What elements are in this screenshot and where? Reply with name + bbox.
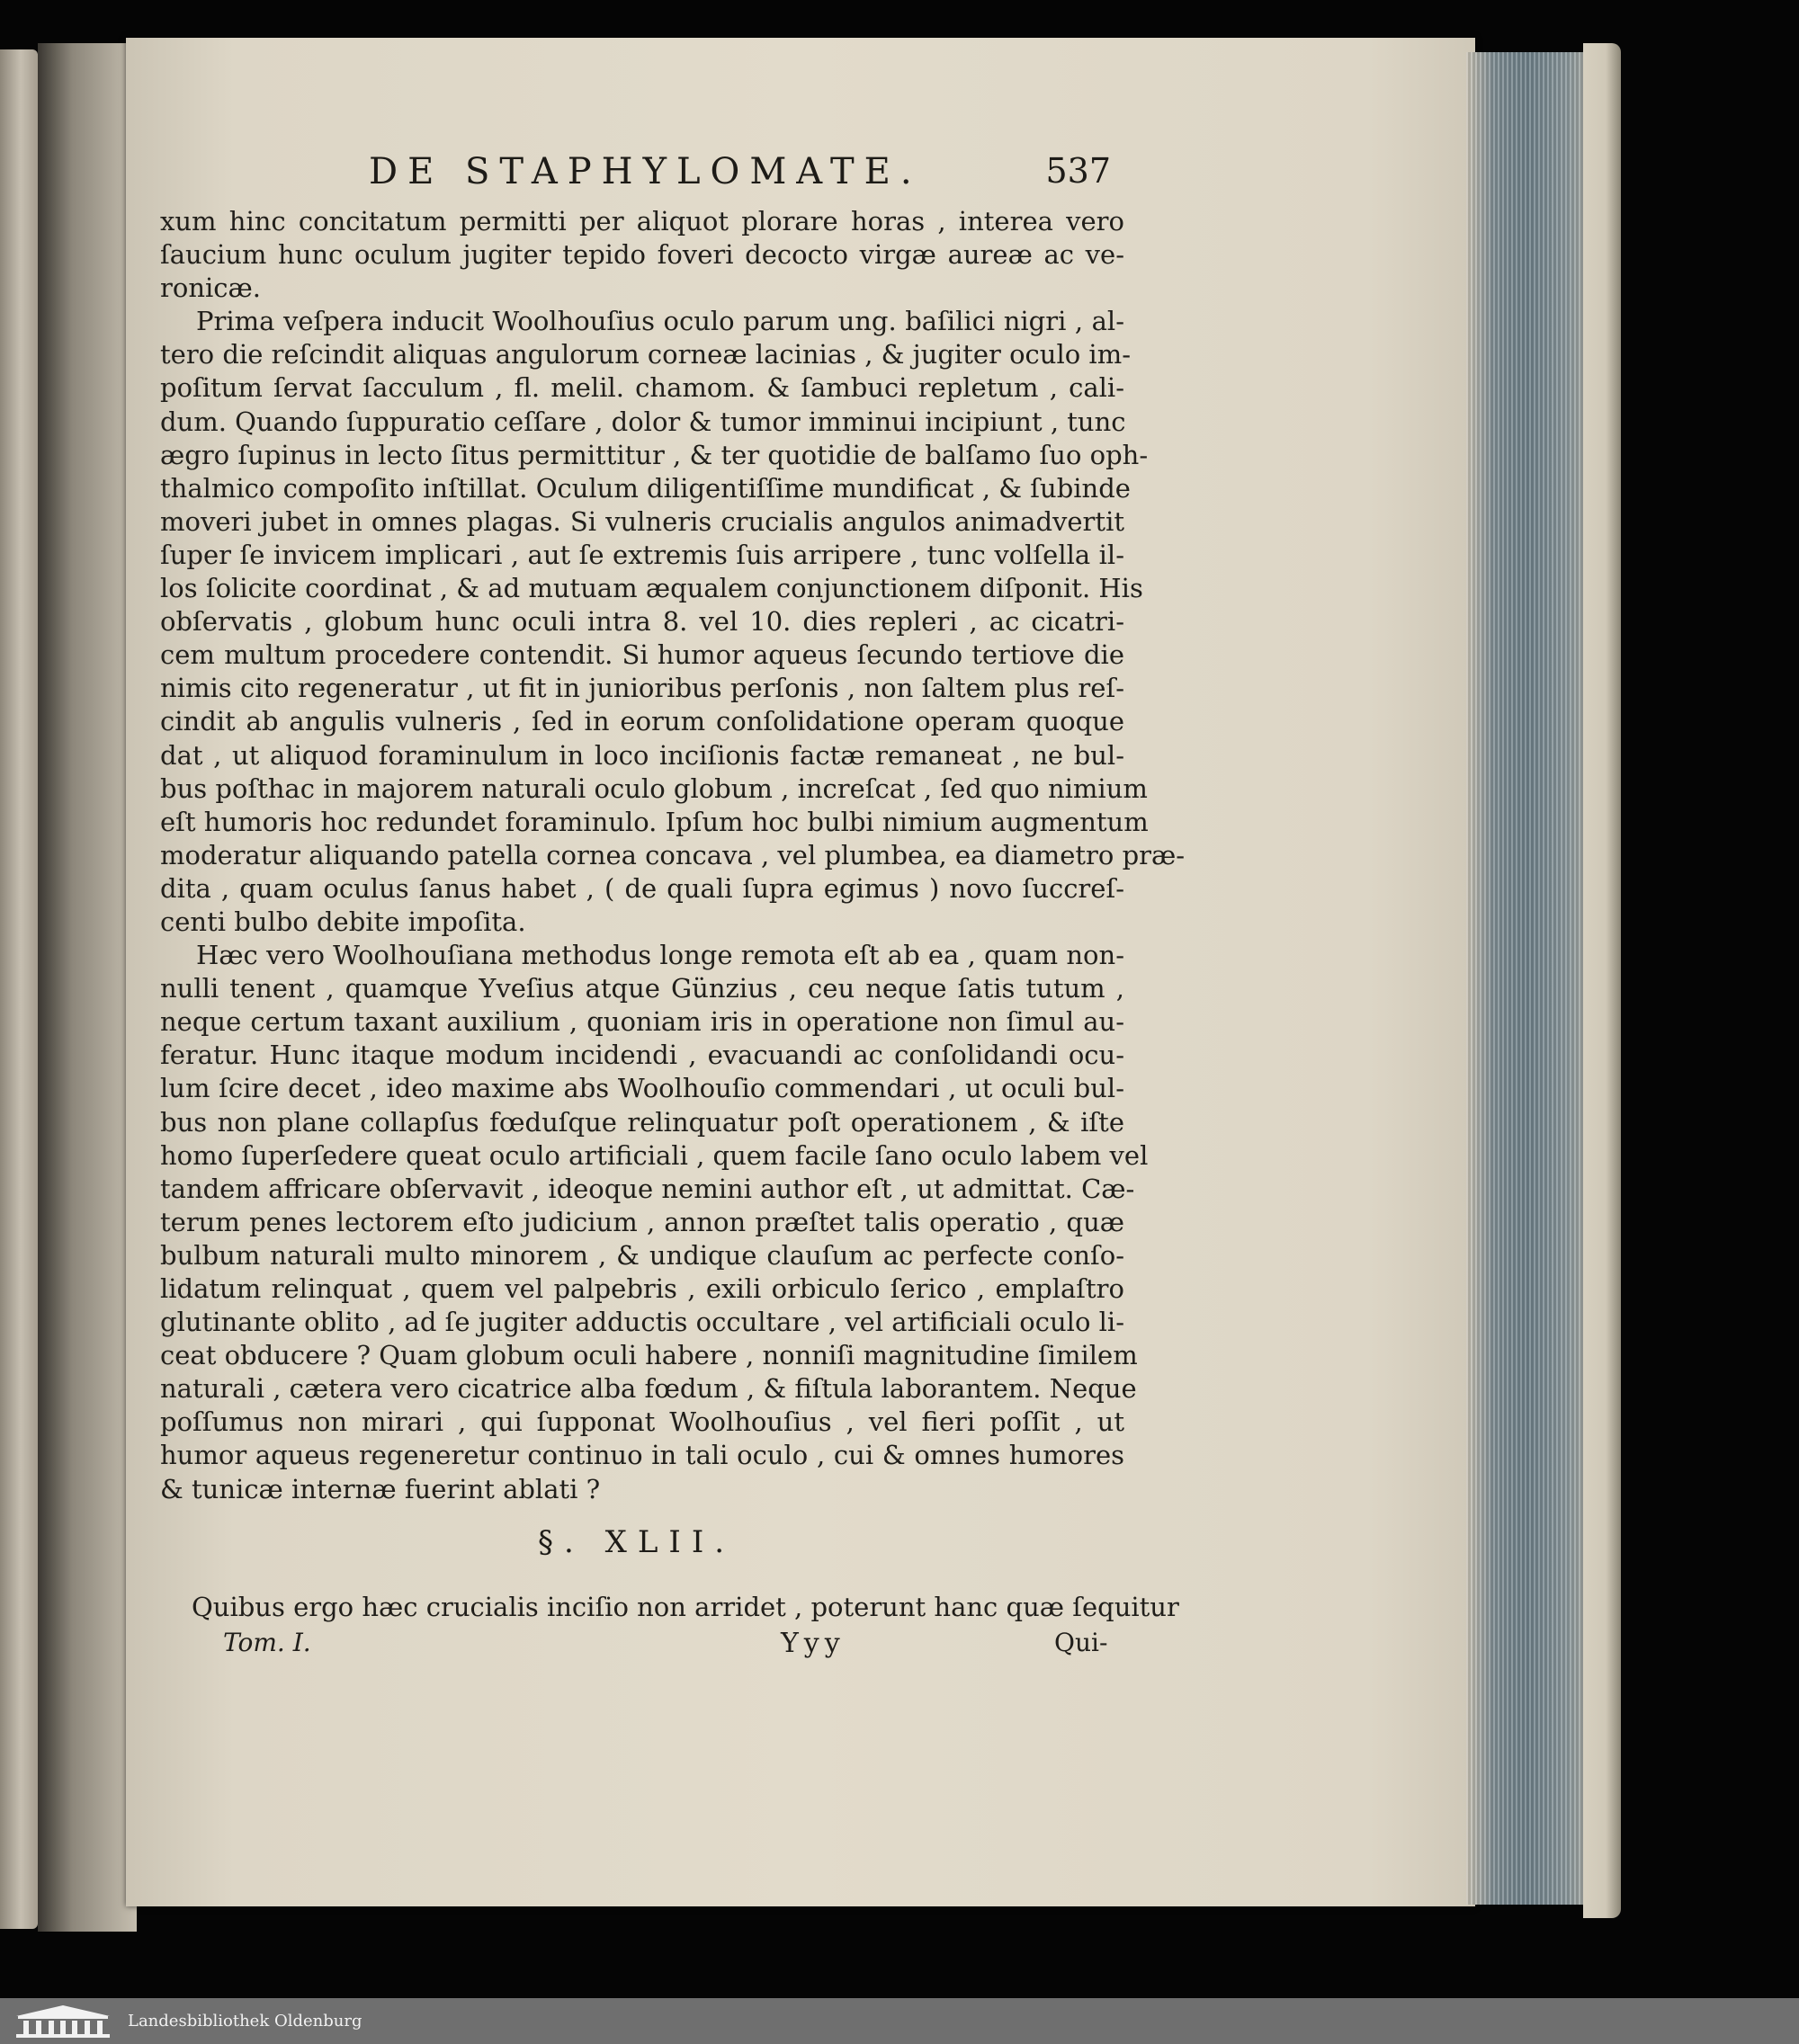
- text-line: ceat obducere ? Quam globum oculi habere , nonniſi magnitudine ſimilem: [160, 1340, 1138, 1371]
- library-building-icon: [9, 2004, 117, 2040]
- running-title: DE STAPHYLOMATE.: [369, 151, 922, 192]
- text-line: cem multum procedere contendit. Si humor aqueus ſecundo tertiove die: [160, 639, 1124, 671]
- text-line: neque certum taxant auxilium , quoniam iris in operatione non ſimul au-: [160, 1006, 1124, 1038]
- text-line: los ſolicite coordinat , & ad mutuam æqualem conjunctionem diſponit. His: [160, 573, 1143, 604]
- text-line: thalmico compoſito inſtillat. Oculum diligentiſſime mundificat , & ſubinde: [160, 472, 1131, 504]
- text-line: humor aqueus regeneretur continuo in tali oculo , cui & omnes humores: [160, 1440, 1124, 1471]
- text-line: cindit ab angulis vulneris , ſed in eorum conſolidatione operam quoque: [160, 706, 1124, 737]
- section-heading: §. XLII.: [538, 1524, 736, 1560]
- previous-page-edge: [0, 49, 38, 1929]
- text-line: moderatur aliquando patella cornea concava , vel plumbea, ea diametro præ-: [160, 839, 1186, 870]
- text-line: poſſumus non mirari , qui ſupponat Woolhouſius , vel fieri poſſit , ut: [160, 1406, 1124, 1438]
- gathering-mark: Yyy: [781, 1628, 846, 1659]
- text-line: & tunicæ internæ fuerint ablati ?: [160, 1473, 601, 1504]
- text-line: ægro ſupinus in lecto ſitus permittitur , & ter quotidie de balſamo ſuo oph-: [160, 439, 1149, 470]
- text-line: lum ſcire decet , ideo maxime abs Woolhouſio commendari , ut oculi bul-: [160, 1073, 1124, 1104]
- text-line: bulbum naturali multo minorem , & undique clauſum ac perfecte conſo-: [160, 1239, 1124, 1271]
- text-line: Hæc vero Woolhouſiana methodus longe remota eſt ab ea , quam non-: [196, 940, 1124, 971]
- page-header: [369, 151, 1120, 205]
- text-line: naturali , cætera vero cicatrice alba fœdum , & fiſtula laborantem. Neque: [160, 1373, 1137, 1405]
- text-line: ſuper ſe invicem implicari , aut ſe extremis ſuis arripere , tunc volſella il-: [160, 539, 1124, 570]
- text-line: nulli tenent , quamque Yveſius atque Günzius , ceu neque ſatis tutum ,: [160, 973, 1124, 1004]
- text-line: bus non plane collapſus fœduſque relinquatur poſt operationem , & iſte: [160, 1106, 1124, 1138]
- body-text: [160, 205, 1186, 1506]
- text-line: feratur. Hunc itaque modum incidendi , evacuandi ac conſolidandi ocu-: [160, 1040, 1124, 1071]
- signature-mark: Tom. I.: [223, 1628, 311, 1657]
- section-first-line: Quibus ergo hæc crucialis inciſio non arridet , poterunt hanc quæ ſequitur: [192, 1592, 1179, 1622]
- text-line: glutinante oblito , ad ſe jugiter adductis occultare , vel artificiali oculo li-: [160, 1307, 1124, 1338]
- page-fore-edge: [1466, 52, 1601, 1905]
- library-bar: [0, 1998, 1799, 2044]
- text-line: tandem affricare obſervavit , ideoque nemini author eſt , ut admittat. Cæ-: [160, 1173, 1135, 1204]
- page-number: 537: [1045, 151, 1111, 191]
- text-line: dat , ut aliquod foraminulum in loco inciſionis factæ remaneat , ne bul-: [160, 739, 1124, 771]
- text-line: lidatum relinquat , quem vel palpebris , exili orbiculo ſerico , emplaſtro: [160, 1273, 1124, 1304]
- text-line: nimis cito regeneratur , ut fit in junioribus perſonis , non ſaltem plus reſ-: [160, 673, 1124, 704]
- text-line: homo ſuperſedere queat oculo artificiali , quem facile ſano oculo labem vel: [160, 1139, 1149, 1171]
- text-line: terum penes lectorem eſto judicium , annon præſtet talis operatio , quæ: [160, 1206, 1124, 1237]
- cover-edge: [1583, 43, 1621, 1918]
- text-line: eſt humoris hoc redundet foraminulo. Ipſum hoc bulbi nimium augmentum: [160, 806, 1149, 837]
- text-line: moveri jubet in omnes plagas. Si vulneris crucialis angulos animadvertit: [160, 505, 1124, 537]
- text-line: dum. Quando ſuppuratio ceſſare , dolor & tumor imminui incipiunt , tunc: [160, 406, 1126, 437]
- text-line: tero die reſcindit aliquas angulorum corneæ lacinias , & jugiter oculo im-: [160, 339, 1131, 370]
- book-gutter: [38, 43, 137, 1932]
- text-line: Prima veſpera inducit Woolhouſius oculo parum ung. baſilici nigri , al-: [196, 306, 1124, 337]
- catchword: Qui-: [1054, 1628, 1108, 1657]
- text-line: poſitum ſervat ſacculum , fl. melil. chamom. & ſambuci repletum , cali-: [160, 372, 1124, 404]
- text-line: centi bulbo debite impoſita.: [160, 906, 526, 937]
- text-line: bus poſthac in majorem naturali oculo globum , increſcat , ſed quo nimium: [160, 772, 1148, 804]
- library-name: Landesbibliothek Oldenburg: [128, 2012, 362, 2031]
- text-line: ſaucium hunc oculum jugiter tepido foveri decocto virgæ aureæ ac ve-: [160, 239, 1124, 271]
- text-line: dita , quam oculus ſanus habet , ( de quali ſupra egimus ) novo ſuccreſ-: [160, 872, 1124, 904]
- text-line: xum hinc concitatum permitti per aliquot plorare horas , interea vero: [160, 206, 1124, 237]
- text-line: obſervatis , globum hunc oculi intra 8. vel 10. dies repleri , ac cicatri-: [160, 606, 1124, 638]
- text-line: ronicæ.: [160, 272, 261, 304]
